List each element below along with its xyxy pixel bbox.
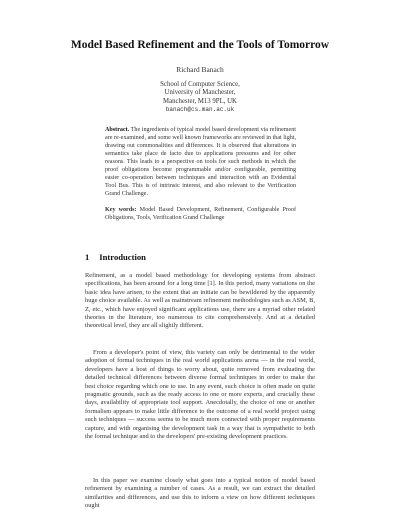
affiliation-line: School of Computer Science, [160,80,240,88]
author-name: Richard Banach [176,65,224,74]
body-paragraph-2: From a developer's point of view, this variety can only be detrimental to the wider adoption of formal techniques in the real world applications arena — in the real world, developers have a host of things to worry about, quite removed from evaluating the detailed technical differences between diverse formal techniques in order to make the best choice regarding which one to use. In any event, such choice is often made on quite pragmatic grounds, such as the ready access to one or more experts, and crucially these days, availability of appropriate tool support. Anecdotally, the choice of one or another formalism appears to make little difference to the outcome of a real world project using such techniques — success seems to be much more connected with proper requirements capture, and with organising the development task in a way that is sympathetic to both the formal technique and to the developers' pre-existing development practices. [85,349,315,441]
affiliation-line: University of Manchester, [164,89,236,96]
section-heading [85,252,146,262]
section-number: 1 [85,252,90,262]
affiliation-line: Manchester, M13 9PL, UK [163,97,237,105]
body-paragraph-3: In this paper we examine closely what goes into a typical notion of model based refinement by examining a number of cases. As a result, we can extract the detailed similarities and differences, and use this to inform a view on how different techniques ought [85,477,315,510]
author-email: banach@cs.man.ac.uk [165,106,235,113]
keywords-text: Model Based Development, Refinement, Configurable Proof Obligations, Tools, Verification Grand Challenge [105,207,296,221]
keywords-label: Key words: [105,207,137,213]
abstract-text: The ingredients of typical model based development via refinement are re-examined, and some well known frameworks are reviewed in that light, drawing out commonalities and differences. It is observed that alterations in semantics take place de facto due to applications pressures and for other reasons. This leads to a perspective on tools for such methods in which the proof obligations become programmable and/or configurable, permitting easier co-operation between techniques and interaction with an Evidential Tool Bus. This is of intrinsic interest, and also relevant to the Verification Grand Challenge. [105,127,296,197]
paper-title: Model Based Refinement and the Tools of Tomorrow [70,39,330,51]
keywords [105,206,296,222]
abstract [105,126,296,198]
section-title: Introduction [99,252,146,262]
abstract-label: Abstract. [105,127,130,133]
author-block [0,66,400,115]
body-paragraph-1: Refinement, as a model based methodology for developing systems from abstract specifications, has been around for a long time [1]. In this period, many variations on the basic idea have arisen, to the extent that an initiate can be bewildered by the apparently huge choice available. As well as mainstream refinement methodologies such as ASM, B, Z, etc., which have enjoyed significant applications use, there are a myriad other related theories in the literature, too numerous to cite comprehensively. And at a detailed theoretical level, they are all slightly different. [85,272,315,330]
